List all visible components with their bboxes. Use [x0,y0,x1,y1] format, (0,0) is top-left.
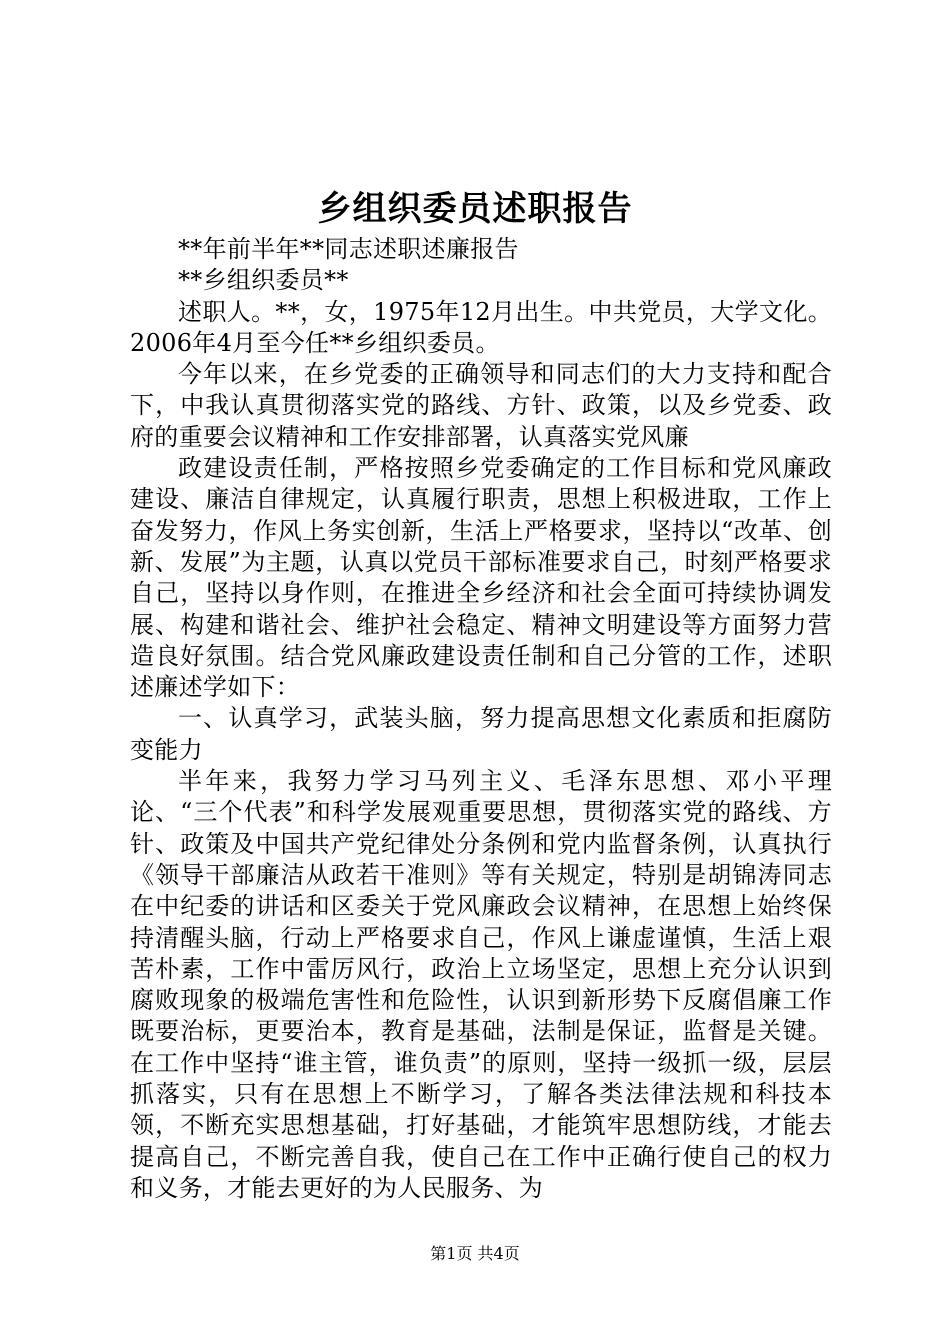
paragraph-profile: 述职人。**，女，1975年12月出生。中共党员，大学文化。2006年4月至今任**乡组织委员。 [130,297,832,357]
section-heading-study: 一、认真学习，武装头脑，努力提高思想文化素质和拒腐防变能力 [130,704,832,764]
document-title: 乡组织委员述职报告 [317,189,633,229]
page-footer: 第1页 共4页 [430,1244,520,1263]
paragraph-subtitle: **年前半年**同志述职述廉报告 [178,235,519,263]
paragraph-study: 半年来，我努力学习马列主义、毛泽东思想、邓小平理论、“三个代表”和科学发展观重要思想，贯彻落实党的路线、方针、政策及中国共产党纪律处分条例和党内监督条例，认真执行《领导干部廉洁从政若干准则》等有关规定，特别是胡锦涛同志在中纪委的讲话和区委关于党风廉政会议精神，在思想上始终保持清醒头脑，行动上严格要求自己，作风上谦虚谨慎，生活上艰苦朴素，工作中雷厉风行，政治上立场坚定，思想上充分认识到腐败现象的极端危害性和危险性，认识到新形势下反腐倡廉工作既要治标，更要治本，教育是基础，法制是保证，监督是关键。在工作中坚持“谁主管，谁负责”的原则，坚持一级抓一级，层层抓落实，只有在思想上不断学习，了解各类法律法规和科技本领，不断充实思想基础，打好基础，才能筑牢思想防线，才能去提高自己，不断完善自我，使自己在工作中正确行使自己的权力和义务，才能去更好的为人民服务、为 [130,767,832,1202]
document-body [130,234,832,1204]
paragraph-position: **乡组织委员** [178,266,349,295]
paragraph-intro: 今年以来，在乡党委的正确领导和同志们的大力支持和配合下，中我认真贯彻落实党的路线、方针、政策，以及乡党委、政府的重要会议精神和工作安排部署，认真落实党风廉 [130,360,832,451]
paragraph-responsibility: 政建设责任制，严格按照乡党委确定的工作目标和党风廉政建设、廉洁自律规定，认真履行职责，思想上积极进取，工作上奋发努力，作风上务实创新，生活上严格要求，坚持以“改革、创新、发展”为主题，认真以党员干部标准要求自己，时刻严格要求自己，坚持以身作则，在推进全乡经济和社会全面可持续协调发展、构建和谐社会、维护社会稳定、精神文明建设等方面努力营造良好氛围。结合党风廉政建设责任制和自己分管的工作，述职述廉述学如下： [130,454,832,702]
